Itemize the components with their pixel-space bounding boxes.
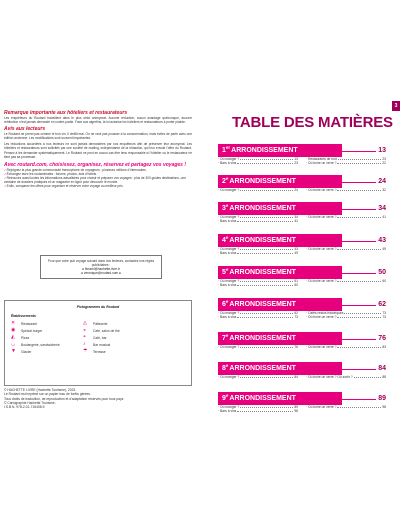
toc-subentries [218, 247, 386, 255]
subentry-label: · Où manger ? [218, 247, 240, 251]
picto-item [83, 348, 153, 355]
toc-entry-header[interactable] [218, 298, 386, 311]
subentry[interactable] [306, 188, 386, 192]
subentry-label: · Où manger ? [218, 157, 240, 161]
subentry[interactable] [218, 251, 298, 255]
subentry-page: 43 [294, 247, 298, 251]
subentry-column [218, 405, 298, 413]
dot-leader [237, 251, 293, 254]
picto-item [11, 320, 81, 327]
toc-subentries [218, 311, 386, 319]
picto-label: Spécial burger [21, 328, 43, 333]
leader-line [342, 399, 376, 400]
subentry-column [218, 215, 298, 223]
subentry-page: 84 [294, 375, 298, 379]
subentry-column [218, 311, 298, 319]
pictogram-title: Pictogrammes du Routard [76, 305, 120, 309]
dot-leader [237, 219, 293, 222]
subentry-page: 98 [294, 409, 298, 414]
copyright-block [4, 388, 192, 409]
subentry[interactable] [218, 219, 298, 223]
subentry-column [306, 279, 386, 287]
arrondissement-number: 4 [222, 237, 226, 244]
subentry-column [306, 247, 386, 255]
arrondissement-bar [218, 202, 342, 215]
toc-page-number: 76 [378, 335, 386, 342]
cup-icon: ◓ [83, 334, 87, 340]
arrondissement-number: 2 [222, 178, 226, 185]
subentry-label: · Bars à vins [218, 409, 237, 414]
subentry-page: 89 [294, 405, 298, 409]
cake-icon: ◬ [83, 320, 87, 326]
subentry-page: 51 [294, 279, 298, 283]
pictogram-legend [4, 300, 192, 386]
subentry-page: 98 [382, 405, 386, 409]
toc-entry[interactable] [218, 202, 386, 223]
toc-entry[interactable] [218, 266, 386, 287]
arrondissement-number: 3 [222, 205, 226, 212]
arrondissement-number: 7 [222, 335, 226, 342]
arrondissement-label: ARRONDISSEMENT [229, 395, 296, 402]
promo-item: ✓ Rejoignez la plus grande communauté francophone de voyageurs : plusieurs millions d’internautes. [4, 168, 192, 172]
subentry-column [218, 345, 298, 349]
subentry[interactable] [218, 375, 298, 379]
arrondissement-label: ARRONDISSEMENT [229, 205, 296, 212]
contact-email[interactable]: ● veronique@routard.com ● [81, 271, 121, 275]
toc-entry-header[interactable] [218, 175, 386, 188]
picto-item [83, 341, 153, 348]
picto-item [83, 327, 153, 334]
dot-leader [240, 345, 293, 348]
subentry[interactable] [306, 215, 386, 219]
subentry-page: 88 [382, 375, 386, 379]
toc-page-number: 89 [378, 395, 386, 402]
subentry-label: · Bars à vins [218, 315, 237, 320]
toc-entry-header[interactable] [218, 202, 386, 215]
toc-page-number: 24 [378, 178, 386, 185]
subentry-page: 60 [382, 279, 386, 283]
toc-page-number: 62 [378, 301, 386, 308]
picto-item [83, 334, 153, 341]
advertising-contact-box [40, 255, 162, 279]
copyright-line: Tous droits de traduction, de reproduction et d’adaptation réservés pour tous pays. [4, 396, 125, 401]
picto-item [11, 334, 81, 341]
dot-leader [240, 188, 293, 191]
isbn-line: I.S.B.N. 978-2-01-716408-9 [4, 405, 45, 410]
arrondissement-bar [218, 332, 342, 345]
contact-text: Pour que votre pub voyage suivant dans nos lecteurs, contactez nos régies publicitaires : [47, 259, 155, 267]
subentry-label: · Bars à vins [218, 283, 237, 288]
toc-subentries [218, 188, 386, 192]
picto-label: Bar musical [93, 342, 111, 347]
dot-leader [337, 345, 381, 348]
arrondissement-suffix: e [225, 267, 229, 273]
subentry[interactable] [306, 345, 386, 349]
arrondissement-suffix: e [225, 235, 229, 241]
arrondissement-number: 5 [222, 269, 226, 276]
toc-subentries [218, 157, 386, 165]
ice-cream-icon: ▼ [11, 348, 16, 354]
subentry-page: 22 [382, 161, 386, 166]
subentry-label: · Où manger ? [218, 345, 240, 349]
toc-entry[interactable] [218, 175, 386, 192]
subentry-page: 23 [294, 161, 298, 166]
subentry-label: · Où boire un verre ? [306, 279, 337, 283]
fork-knife-icon: ✕ [11, 320, 16, 326]
remark-text: Les enquêteurs du Routard travaillent dans le plus strict anonymat. Aucune réduction, aucun avantage quelconque, aucune rétribution n’est jamais demandé en contre-partie. Face aux aigrefins, la loi autorise les hôteliers et restaurateurs à porter plainte. [4, 116, 192, 125]
subentry[interactable] [218, 315, 298, 319]
subentry-column [306, 405, 386, 413]
subentry-label: · Où manger ? [218, 311, 240, 315]
subentry-page: 73 [382, 315, 386, 320]
picto-label: Restaurant [21, 321, 38, 326]
toc-subentries [218, 345, 386, 349]
subentry-label: · Où boire un verre ? [306, 405, 337, 409]
toc-subentries [218, 405, 386, 413]
subentry-page: 41 [382, 215, 386, 219]
picto-item [11, 327, 81, 334]
arrondissement-number: 1 [222, 147, 226, 154]
toc-page-number: 84 [378, 365, 386, 372]
arrondissement-number: 6 [222, 301, 226, 308]
dot-leader [354, 375, 382, 378]
dot-leader [240, 215, 293, 218]
copyright-line: Le Routard est imprimé sur un papier issu de forêts gérées. [4, 392, 91, 397]
toc-entry-header[interactable] [218, 332, 386, 345]
subentry-page: 73 [294, 315, 298, 320]
toc-subentries [218, 375, 386, 379]
toc-entry[interactable] [218, 392, 386, 413]
dot-leader [337, 279, 381, 282]
arrondissement-bar [218, 234, 342, 247]
dot-leader [237, 315, 293, 318]
readers-text-2: Les réductions accordées à nos lecteurs ne sont jamais demandées par nos enquêteurs afin de préserver leur anonymat. Les hôteliers et restaurateurs sont sollicités par une société de mailing, indépendante de la rédaction, qui leur envoie l’offre du Routard. Pensez à les demander systématiquement. Le Routard ne peut en aucun cas être tenu responsable si l’hôtelier ou le restaurateur ne tient pas sa promesse. [4, 142, 192, 159]
promo-item: ✓ Échangez avec les routardmates : forums, photos, avis d’hôtels. [4, 172, 192, 176]
subentry[interactable] [218, 188, 298, 192]
arrondissement-label: ARRONDISSEMENT [229, 301, 296, 308]
subentry-page: 13 [294, 157, 298, 161]
arrondissement-bar [218, 392, 342, 405]
pizza-icon: ◭ [11, 334, 15, 340]
subentry-label: · Où manger ? [218, 375, 240, 379]
toc-entry-header[interactable] [218, 362, 386, 375]
subentry-page: 73 [382, 311, 386, 315]
dot-leader [237, 161, 293, 164]
picto-item [83, 320, 153, 327]
subentry-page: 24 [294, 188, 298, 192]
leader-line [342, 273, 376, 274]
subentry-label: · Restaurants de nuit [306, 157, 337, 161]
subentry[interactable] [306, 315, 386, 319]
dot-leader [337, 405, 381, 408]
dot-leader [240, 157, 293, 160]
subentry-label: · Où manger ? [218, 405, 240, 409]
subentry[interactable] [218, 409, 298, 413]
arrondissement-suffix: er [225, 145, 231, 151]
subentry-page: 23 [382, 157, 386, 161]
toc-entry[interactable] [218, 362, 386, 379]
toc-entry-header[interactable] [218, 144, 386, 157]
toc-entry[interactable] [218, 332, 386, 349]
subentry-page: 62 [294, 311, 298, 315]
arrondissement-number: 8 [222, 365, 226, 372]
subentry-column [218, 279, 298, 287]
dot-leader [337, 315, 381, 318]
contact-email[interactable]: ● fbrunel@hachette-livre.fr [82, 267, 120, 271]
toc-entry[interactable] [218, 144, 386, 165]
burger-icon: ◉ [11, 327, 16, 333]
picto-label: Pâtisserie [93, 321, 108, 326]
picto-label: Café, bar [93, 335, 107, 340]
subentry[interactable] [306, 405, 386, 409]
arrondissement-suffix: e [225, 203, 229, 209]
arrondissement-number: 9 [222, 395, 226, 402]
arrondissement-label: ARRONDISSEMENT [231, 147, 298, 154]
dot-leader [337, 215, 381, 218]
subentry-label: · Où boire un verre ? [306, 188, 337, 192]
subentry[interactable] [218, 345, 298, 349]
subentry-column [306, 345, 386, 349]
dot-leader [337, 247, 381, 250]
subentry[interactable] [306, 375, 386, 379]
toc-page-number: 34 [378, 205, 386, 212]
copyright-line: © Cartographie Hachette Tourisme. [4, 400, 56, 405]
arrondissement-suffix: e [225, 333, 229, 339]
promo-item: ✓ Retrouvez aussi toutes les informations actualisées pour choisir et préparer vos voyages : plus de 300 guides destinations, une centaine de dossiers pratiques et un magazine en ligne pour découvrir le monde. [4, 176, 192, 184]
arrondissement-label: ARRONDISSEMENT [229, 237, 296, 244]
promo-item: ✓ Enfin, comparez les offres pour organiser et réserver votre voyage au meilleur prix. [4, 184, 192, 188]
toc-subentries [218, 215, 386, 223]
dot-leader [237, 409, 293, 412]
subentry-column [218, 247, 298, 255]
pictogram-column [11, 320, 81, 355]
toc-page-number: 50 [378, 269, 386, 276]
subentry-page: 60 [294, 283, 298, 288]
dot-leader [337, 188, 381, 191]
dot-leader [237, 283, 293, 286]
subentry-column [218, 375, 298, 379]
leader-line [342, 241, 376, 242]
toc-page-number: 13 [378, 147, 386, 154]
picto-label: Pizza [21, 335, 30, 340]
dot-leader [344, 311, 381, 314]
subentry-label: · Où boire un verre ? [306, 247, 337, 251]
subentry-page: 49 [294, 251, 298, 256]
arrondissement-label: ARRONDISSEMENT [229, 335, 296, 342]
toc-title: TABLE DES MATIÈRES [232, 114, 393, 131]
subentry-label: · Où boire un verre ? Où sortir ? [306, 375, 353, 379]
leader-line [342, 339, 376, 340]
subentry-label: · Cafés restos historiques [306, 311, 344, 315]
picto-item [11, 348, 81, 355]
arrondissement-bar [218, 298, 342, 311]
picto-label: Boulangerie, sandwicherie [21, 342, 60, 347]
subentry-column [306, 375, 386, 379]
subentry-label: · Où boire un verre ? [306, 161, 337, 166]
coffee-icon: ◒ [83, 327, 87, 333]
dot-leader [240, 405, 293, 408]
left-text-block [4, 108, 192, 188]
picto-label: Terrasse [93, 349, 106, 354]
subentry-column [306, 188, 386, 192]
subentry-column [306, 311, 386, 319]
subentry-page: 32 [382, 188, 386, 192]
arrondissement-label: ARRONDISSEMENT [229, 178, 296, 185]
subentry[interactable] [218, 283, 298, 287]
subentry-column [218, 157, 298, 165]
routard-promo-title: Avec routard.com, choisissez, organisez, réservez et partagez vos voyages ! [4, 161, 187, 168]
subentry-page: 49 [382, 247, 386, 251]
picto-label: Glacier [21, 349, 32, 354]
pictogram-subtitle: Établissements [11, 314, 36, 318]
subentry-page: 34 [294, 215, 298, 219]
picto-item [11, 341, 81, 348]
dot-leader [240, 375, 293, 378]
readers-text: Le Routard ne prend pas comme le bon vin, il vieillit mal. On ne veut pas pousser à la consommation, mais évitez de partir avec une édition ancienne. Les modifications sont souvent importantes. [4, 132, 192, 141]
leader-line [342, 369, 376, 370]
subentry-page: 41 [294, 219, 298, 224]
toc-entry[interactable] [218, 298, 386, 319]
subentry-label: · Où boire un verre ? [306, 215, 337, 219]
terrace-icon: ☂ [83, 348, 88, 354]
arrondissement-label: ARRONDISSEMENT [229, 365, 296, 372]
dot-leader [338, 157, 382, 160]
subentry[interactable] [218, 161, 298, 165]
promo-list [4, 168, 192, 188]
dot-leader [240, 247, 293, 250]
arrondissement-bar [218, 266, 342, 279]
arrondissement-suffix: e [225, 393, 229, 399]
dot-leader [337, 161, 381, 164]
right-page [200, 0, 400, 520]
arrondissement-bar [218, 144, 342, 157]
pictogram-column [83, 320, 153, 355]
remark-title: Remarque importante aux hôteliers et restaurateurs [4, 110, 128, 116]
copyright-line: © HACHETTE LIVRE (Hachette Tourisme), 2023 [4, 388, 76, 392]
subentry-label: · Bars à vins [218, 251, 237, 256]
leader-line [342, 151, 376, 152]
subentry[interactable] [306, 247, 386, 251]
toc-entry[interactable] [218, 234, 386, 255]
dot-leader [240, 311, 293, 314]
toc-page-number: 43 [378, 237, 386, 244]
leader-line [342, 305, 376, 306]
arrondissement-suffix: e [225, 299, 229, 305]
subentry-column [306, 215, 386, 223]
bread-icon: ◡ [11, 341, 16, 347]
subentry-label: · Où manger ? [218, 215, 240, 219]
toc-entry-header[interactable] [218, 392, 386, 405]
subentry-label: · Où manger ? [218, 279, 240, 283]
subentry-label: · Bars à vins [218, 219, 237, 224]
subentry-label: · Où manger ? [218, 188, 240, 192]
toc-entry-header[interactable] [218, 234, 386, 247]
arrondissement-bar [218, 175, 342, 188]
subentry[interactable] [306, 161, 386, 165]
toc-entry-header[interactable] [218, 266, 386, 279]
arrondissement-suffix: e [225, 363, 229, 369]
picto-label: Café, salon de thé [93, 328, 120, 333]
toc-subentries [218, 279, 386, 287]
subentry-page: 83 [382, 345, 386, 349]
subentry-label: · Où boire un verre ? [306, 315, 337, 320]
subentry-column [306, 157, 386, 165]
page-tab-number: 3 [392, 101, 400, 111]
music-icon: ♪ [83, 341, 86, 347]
arrondissement-bar [218, 362, 342, 375]
arrondissement-label: ARRONDISSEMENT [229, 269, 296, 276]
readers-title: Avis aux lecteurs [4, 126, 46, 133]
leader-line [342, 209, 376, 210]
subentry-label: · Bars à vins [218, 161, 237, 166]
subentry-page: 76 [294, 345, 298, 349]
arrondissement-suffix: e [225, 176, 229, 182]
subentry-column [218, 188, 298, 192]
subentry[interactable] [306, 279, 386, 283]
leader-line [342, 182, 376, 183]
dot-leader [240, 279, 293, 282]
subentry-label: · Où boire un verre ? [306, 345, 337, 349]
